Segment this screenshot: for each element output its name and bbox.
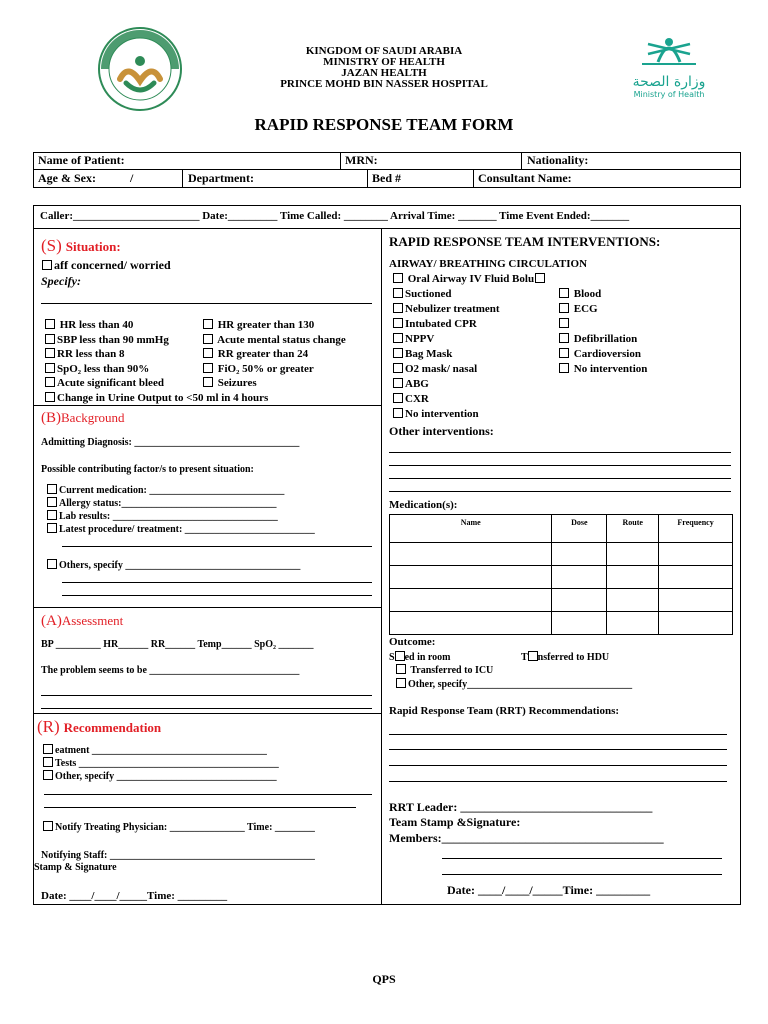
mrn-field[interactable]: MRN: — [345, 153, 378, 167]
intervention-item[interactable]: O2 mask/ nasal — [393, 362, 547, 377]
criteria-item[interactable]: RR less than 8 — [45, 347, 268, 362]
age-sex-field[interactable]: Age & Sex: — [38, 171, 96, 185]
nationality-field[interactable]: Nationality: — [527, 153, 589, 167]
department-field[interactable]: Department: — [188, 171, 254, 185]
intervention-item[interactable]: Nebulizer treatment — [393, 302, 547, 317]
urine-output-item[interactable]: Change in Urine Output to <50 ml in 4 hours — [45, 391, 268, 406]
criteria-item[interactable]: HR less than 40 — [45, 318, 268, 333]
intervention-item[interactable]: Blood — [559, 287, 647, 302]
airway-circulation-header: AIRWAY/ BREATHING CIRCULATION — [389, 258, 588, 270]
intervention-item[interactable]: Intubated CPR — [393, 317, 547, 332]
vital-signs-row[interactable]: BP _________ HR______ RR______ Temp______ SpO₂ _______ — [41, 639, 314, 650]
table-row — [390, 589, 733, 612]
medication-dose-header: Dose — [552, 515, 607, 543]
factor-item[interactable]: Latest procedure/ treatment: __________________________ — [47, 523, 315, 536]
staff-concerned-option[interactable]: aff concerned/ worried — [42, 258, 171, 273]
rrt-leader-field[interactable]: RRT Leader: ________________________________ — [389, 800, 653, 814]
checkbox[interactable] — [42, 260, 52, 270]
criteria-item[interactable]: SBP less than 90 mmHg — [45, 333, 268, 348]
factor-item[interactable]: Current medication: ___________________________ — [47, 484, 315, 497]
criteria-item[interactable]: RR greater than 24 — [203, 347, 346, 362]
intervention-item[interactable]: CXR — [393, 392, 547, 407]
intervention-item[interactable]: Oral Airway IV Fluid Bolu — [393, 272, 547, 287]
intervention-item[interactable]: Cardioversion — [559, 347, 647, 362]
stayed-in-room-option[interactable]: S ed in room — [389, 652, 451, 663]
airway-items — [393, 272, 547, 422]
background-letter: (B) — [41, 410, 61, 426]
recommendation-letter: (R) — [37, 717, 60, 736]
medication-name-header: Name — [390, 515, 552, 543]
bed-field[interactable]: Bed # — [372, 171, 402, 185]
problem-field[interactable]: The problem seems to be ______________________________ — [41, 665, 300, 676]
header-line-hospital: PRINCE MOHD BIN NASSER HOSPITAL — [280, 78, 488, 90]
footer-qps: QPS — [372, 972, 396, 986]
recommendation-title: Recommendation — [63, 720, 162, 735]
factor-item[interactable]: Allergy status:_______________________________ — [47, 497, 315, 510]
admitting-diagnosis-field[interactable]: Admitting Diagnosis: _________________________________ — [41, 437, 300, 448]
notify-physician-option[interactable]: Notify Treating Physician: _______________ Time: ________ — [43, 821, 315, 833]
intervention-item[interactable]: Suctioned — [393, 287, 547, 302]
age-sex-slash: / — [130, 171, 134, 185]
other-interventions-label: Other interventions: — [389, 424, 494, 438]
intervention-item[interactable]: Bag Mask — [393, 347, 547, 362]
tests-option[interactable]: Tests ________________________________________ — [43, 757, 279, 770]
medications-title: Medication(s): — [389, 499, 458, 511]
intervention-item[interactable]: No intervention — [393, 407, 547, 422]
treatment-option[interactable]: eatment ___________________________________ — [43, 744, 279, 757]
other-specify-option[interactable]: Other, specify_________________________________ — [396, 678, 632, 690]
situation-title: Situation: — [65, 239, 121, 254]
criteria-item[interactable]: HR greater than 130 — [203, 318, 346, 333]
criteria-item[interactable]: Seizures — [203, 376, 346, 391]
assessment-heading — [41, 612, 123, 630]
intervention-item[interactable]: Defibrillation — [559, 332, 647, 347]
table-row — [390, 612, 733, 635]
medication-frequency-header: Frequency — [659, 515, 733, 543]
circulation-items — [559, 287, 647, 377]
rrt-date-field[interactable]: Date: ____/____/_____Time: _________ — [447, 883, 651, 897]
situation-heading — [41, 236, 121, 256]
members-field[interactable]: Members:_____________________________________ — [389, 831, 664, 845]
moh-arabic-name: وزارة الصحة — [632, 74, 706, 90]
outcome-title: Outcome: — [389, 636, 436, 648]
possible-factors-label: Possible contributing factor/s to present situation: — [41, 464, 254, 475]
background-title: Background — [61, 410, 125, 425]
others-specify-option[interactable]: Others, specify ___________________________________ — [47, 559, 300, 571]
stamp-signature-label: Stamp & Signature — [34, 862, 117, 873]
interventions-title: RAPID RESPONSE TEAM INTERVENTIONS: — [389, 234, 661, 249]
situation-right-criteria — [203, 318, 346, 391]
intervention-item[interactable]: NPPV — [393, 332, 547, 347]
background-factors-list — [47, 484, 315, 536]
header-line-kingdom: KINGDOM OF SAUDI ARABIA — [305, 45, 463, 57]
notifying-staff-field[interactable]: Notifying Staff: _________________________________________ — [41, 850, 315, 861]
factor-item[interactable]: Lab results: _________________________________ — [47, 510, 315, 523]
medication-route-header: Route — [607, 515, 659, 543]
specify-label: Specify: — [41, 274, 81, 288]
rrt-recommendations-label: Rapid Response Team (RRT) Recommendations: — [389, 705, 620, 717]
assessment-letter: (A) — [41, 613, 62, 629]
transferred-icu-option[interactable]: Transferred to ICU — [396, 664, 493, 676]
table-row — [390, 543, 733, 566]
caller-row[interactable]: Caller:_______________________ Date:_________ Time Called: ________ Arrival Time: _______ Time Event Ended:_______ — [40, 210, 630, 222]
criteria-item[interactable]: Acute mental status change — [203, 333, 346, 348]
header-line-ministry: MINISTRY OF HEALTH — [323, 56, 445, 68]
intervention-item[interactable]: ECG — [559, 302, 647, 317]
table-row — [390, 566, 733, 589]
team-stamp-label: Team Stamp &Signature: — [389, 815, 521, 829]
intervention-item[interactable] — [559, 317, 647, 332]
header-block — [0, 46, 768, 90]
criteria-item[interactable]: Acute significant bleed — [45, 376, 268, 391]
patient-name-field[interactable]: Name of Patient: — [38, 153, 125, 167]
transferred-hdu-option[interactable]: T nsferred to HDU — [521, 652, 610, 663]
medications-table — [389, 514, 733, 635]
situation-letter: (S) — [41, 236, 62, 255]
assessment-title: Assessment — [61, 613, 124, 628]
header-line-region: JAZAN HEALTH — [341, 67, 427, 79]
other-option[interactable]: Other, specify ________________________________ — [43, 770, 279, 783]
recommendation-date-field[interactable]: Date: ____/____/_____Time: _________ — [41, 890, 228, 902]
intervention-item[interactable]: ABG — [393, 377, 547, 392]
criteria-item[interactable]: SpO₂ less than 90% — [45, 362, 268, 377]
criteria-item[interactable]: FiO₂ 50% or greater — [203, 362, 346, 377]
recommendation-options — [43, 744, 279, 783]
background-heading — [41, 409, 125, 427]
moh-english-name: Ministry of Health — [633, 90, 705, 99]
recommendation-heading — [37, 717, 161, 737]
consultant-field[interactable]: Consultant Name: — [478, 171, 572, 185]
intervention-item[interactable]: No intervention — [559, 362, 647, 377]
form-title: RAPID RESPONSE TEAM FORM — [254, 115, 514, 134]
